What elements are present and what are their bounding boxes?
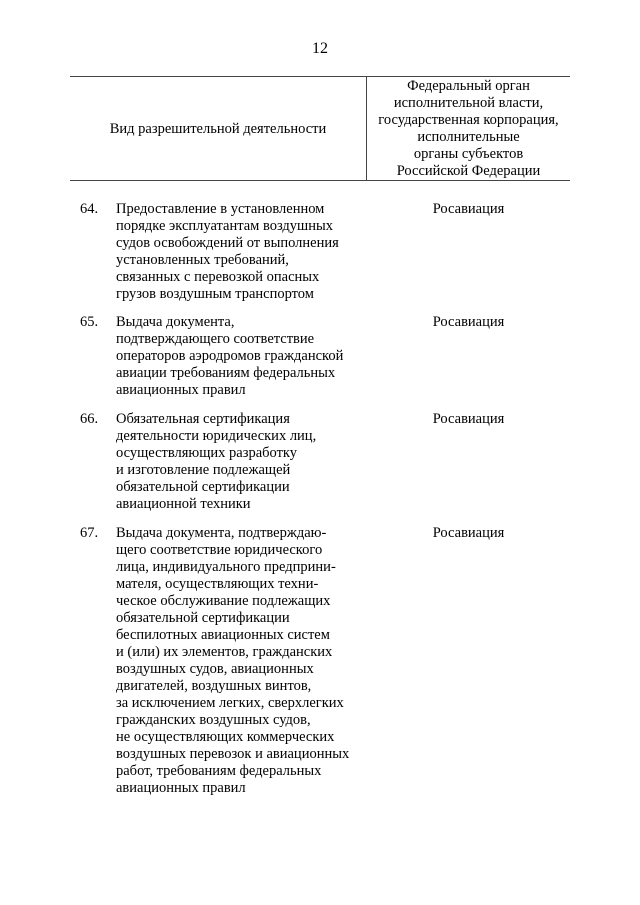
row-text-line: связанных с перевозкой опасных	[116, 269, 320, 285]
row-text-line: воздушных судов, авиационных	[116, 661, 314, 677]
table-top-rule	[70, 76, 570, 77]
row-activity-text	[116, 411, 366, 513]
row-text-line: работ, требованиям федеральных	[116, 763, 322, 779]
row-text-line: авиационных правил	[116, 780, 246, 796]
row-number: 67.	[80, 525, 99, 541]
row-text-line: Предоставление в установленном	[116, 201, 325, 217]
row-number: 65.	[80, 314, 99, 330]
header-authority-line: Федеральный орган	[407, 78, 530, 94]
row-text-line: и (или) их элементов, гражданских	[116, 644, 333, 660]
row-text-line: деятельности юридических лиц,	[116, 428, 317, 444]
row-text-line: грузов воздушным транспортом	[116, 286, 314, 302]
row-activity-text	[116, 314, 366, 399]
row-text-line: двигателей, воздушных винтов,	[116, 678, 312, 694]
row-text-line: осуществляющих разработку	[116, 445, 297, 461]
row-number: 66.	[80, 411, 99, 427]
row-activity-text	[116, 201, 366, 303]
table-header-bottom-rule	[70, 180, 570, 181]
page-number: 12	[312, 40, 328, 57]
row-text-line: авиационных правил	[116, 382, 246, 398]
row-number: 64.	[80, 201, 99, 217]
row-agency: Росавиация	[432, 411, 505, 427]
row-text-line: обязательной сертификации	[116, 479, 290, 495]
row-text-line: Обязательная сертификация	[116, 411, 290, 427]
row-text-line: Выдача документа,	[116, 314, 235, 330]
row-text-line: и изготовление подлежащей	[116, 462, 291, 478]
row-text-line: беспилотных авиационных систем	[116, 627, 330, 643]
row-text-line: щего соответствие юридического	[116, 542, 323, 558]
row-agency: Росавиация	[432, 201, 505, 217]
header-authority-line: исполнительной власти,	[393, 95, 544, 111]
row-text-line: установленных требований,	[116, 252, 289, 268]
row-text-line: обязательной сертификации	[116, 610, 290, 626]
row-agency: Росавиация	[432, 525, 505, 541]
row-text-line: мателя, осуществляющих техни-	[116, 576, 319, 592]
row-text-line: авиационной техники	[116, 496, 251, 512]
header-authority	[367, 78, 570, 180]
header-authority-line: органы субъектов	[413, 146, 524, 162]
row-text-line: ческое обслуживание подлежащих	[116, 593, 331, 609]
row-text-line: не осуществляющих коммерческих	[116, 729, 335, 745]
header-authority-line: государственная корпорация,	[378, 112, 559, 128]
row-agency: Росавиация	[432, 314, 505, 330]
row-text-line: авиации требованиям федеральных	[116, 365, 336, 381]
header-authority-line: Российской Федерации	[396, 163, 541, 179]
row-text-line: за исключением легких, сверхлегких	[116, 695, 344, 711]
row-activity-text	[116, 525, 366, 797]
row-text-line: Выдача документа, подтверждаю-	[116, 525, 327, 541]
row-text-line: судов освобождений от выполнения	[116, 235, 339, 251]
row-text-line: воздушных перевозок и авиационных	[116, 746, 350, 762]
header-authority-line: исполнительные	[417, 129, 520, 145]
row-text-line: порядке эксплуатантам воздушных	[116, 218, 333, 234]
row-text-line: гражданских воздушных судов,	[116, 712, 311, 728]
row-text-line: операторов аэродромов гражданской	[116, 348, 344, 364]
header-activity: Вид разрешительной деятельности	[109, 121, 327, 137]
row-text-line: лица, индивидуального предприни-	[116, 559, 336, 575]
row-text-line: подтверждающего соответствие	[116, 331, 315, 347]
